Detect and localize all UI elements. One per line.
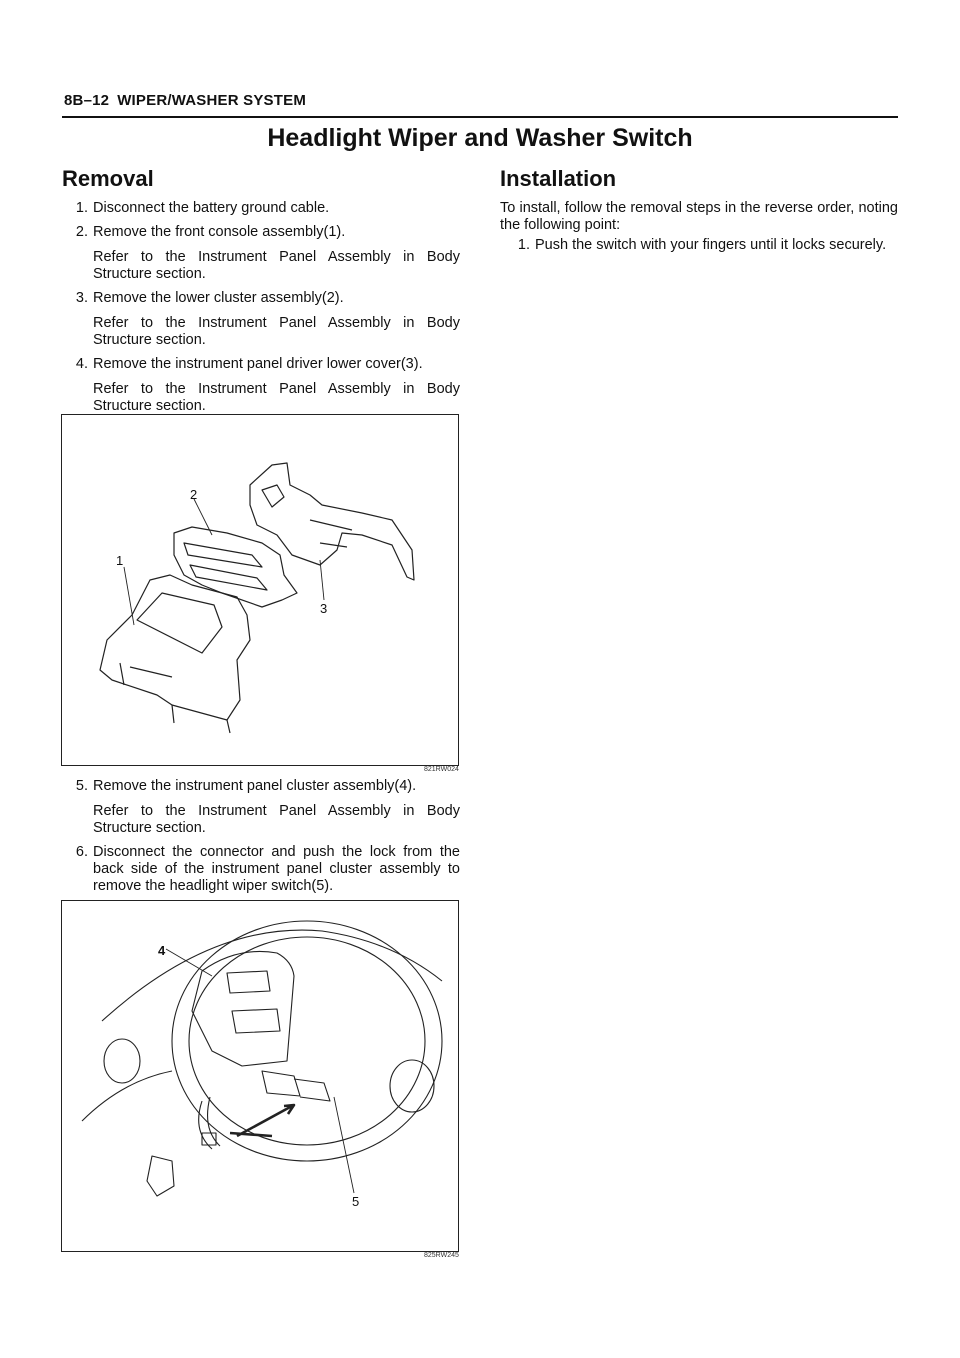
installation-step-1: [500, 237, 898, 254]
step-note: Refer to the Instrument Panel Assembly in Body Structure section.: [93, 315, 460, 348]
step-number: 6.: [75, 844, 88, 860]
step-text: Disconnect the battery ground cable.: [93, 200, 330, 216]
figure-code: 825RW245: [424, 1252, 459, 1259]
console-illustration: [62, 415, 458, 765]
step-note: Refer to the Instrument Panel Assembly in Body Structure section.: [93, 249, 460, 282]
step-note: Refer to the Instrument Panel Assembly in Body Structure section.: [93, 381, 460, 414]
header-rule: [62, 116, 898, 118]
callout-2: 2: [190, 487, 198, 502]
removal-step-6: [62, 844, 460, 895]
step-text: Disconnect the connector and push the lock from the back side of the instrument panel cluster assembly to remove the headlight wiper switch(5).: [93, 844, 460, 894]
callout-5: 5: [352, 1194, 360, 1209]
removal-steps-b: [62, 778, 460, 902]
figure-code: 821RW024: [424, 766, 459, 773]
removal-step-5: [62, 778, 460, 837]
removal-step-3: [62, 290, 460, 349]
step-text: Remove the front console assembly(1).: [93, 224, 346, 240]
step-number: 5.: [75, 778, 88, 794]
step-text: Remove the lower cluster assembly(2).: [93, 290, 344, 306]
step-text: Remove the instrument panel cluster assembly(4).: [93, 778, 417, 794]
installation-heading: Installation: [500, 166, 617, 191]
removal-steps-a: [62, 200, 460, 422]
step-number: 1.: [517, 237, 530, 253]
step-number: 2.: [75, 224, 88, 240]
callout-1: 1: [116, 553, 124, 568]
step-number: 3.: [75, 290, 88, 306]
cluster-illustration: [62, 901, 458, 1251]
step-text: Push the switch with your fingers until it locks securely.: [535, 237, 887, 253]
step-number: 4.: [75, 356, 88, 372]
step-text: Remove the instrument panel driver lower cover(3).: [93, 356, 423, 372]
installation-steps: [500, 200, 898, 261]
removal-step-4: [62, 356, 460, 415]
page-code: 8B–12: [64, 92, 110, 109]
section-name: WIPER/WASHER SYSTEM: [117, 92, 307, 109]
callout-4: 4: [158, 943, 166, 958]
step-note: Refer to the Instrument Panel Assembly in Body Structure section.: [93, 803, 460, 836]
callout-3: 3: [320, 601, 328, 616]
page-title: Headlight Wiper and Washer Switch: [267, 124, 693, 152]
step-number: 1.: [75, 200, 88, 216]
removal-step-1: [62, 200, 460, 217]
page-header: [64, 92, 306, 109]
installation-intro: To install, follow the removal steps in the reverse order, noting the following point:: [500, 200, 898, 233]
removal-step-2: [62, 224, 460, 283]
removal-heading: Removal: [62, 166, 154, 191]
figure-cluster-switch: [61, 900, 459, 1252]
figure-console-assembly: [61, 414, 459, 766]
